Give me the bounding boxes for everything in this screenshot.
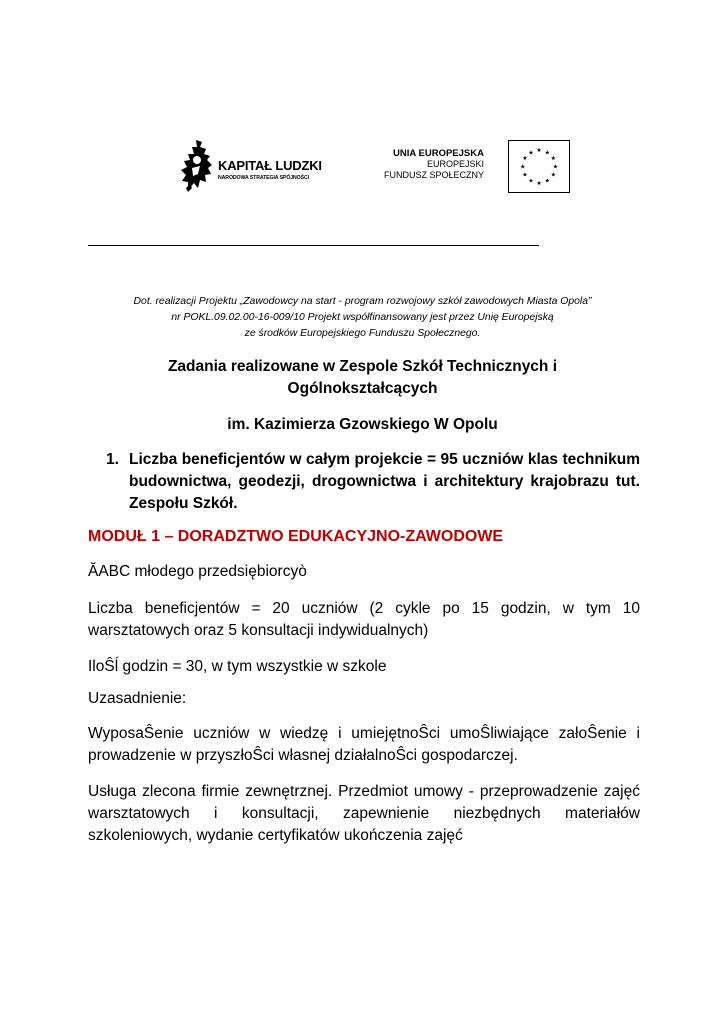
eu-star-icon: ★ [536, 148, 542, 155]
kapital-ludzki-emblem-icon [180, 138, 214, 194]
intro-line-3: ze środków Europejskiego Funduszu Społecznego. [244, 328, 481, 339]
eu-logo [372, 130, 572, 194]
kapital-ludzki-logo [180, 138, 330, 194]
module-beneficiaries: Liczba beneficjentów = 20 uczniów (2 cykle po 15 godzin, w tym 10 warsztatowych oraz 5 konsultacji indywidualnych) [88, 600, 640, 639]
document-title [80, 356, 645, 400]
eu-logo-line1: UNIA EUROPEJSKA [393, 148, 484, 159]
kapital-ludzki-subtitle: NARODOWA STRATEGIA SPÓJNOŚCI [218, 175, 309, 181]
module-name: ĂABC młodego przedsiębiorcyò [88, 563, 307, 580]
module-heading: MODUŁ 1 – DORADZTWO EDUKACYJNO-ZAWODOWE [88, 528, 504, 545]
eu-star-icon: ★ [544, 150, 550, 157]
eu-star-icon: ★ [522, 172, 528, 179]
title-line-2: Ogólnokształcących [287, 380, 438, 397]
eu-star-icon: ★ [528, 178, 534, 185]
kapital-ludzki-title: KAPITAŁ LUDZKI [218, 158, 322, 173]
module-hours: IloŜĺ godzin = 30, w tym wszystkie w szkole [88, 658, 387, 675]
intro-line-1: Dot. realizacji Projektu „Zawodowcy na start - program rozwojowy szkół zawodowych Miasta Opola” [133, 296, 592, 307]
eu-star-icon: ★ [522, 156, 528, 163]
beneficiaries-text: Liczba beneficjentów w całym projekcie = 95 uczniów klas technikum budownictwa, geodezji, drogownictwa i architektury krajobrazu tut. Zespołu Szkół. [129, 451, 640, 512]
eu-logo-line3: FUNDUSZ SPOŁECZNY [383, 170, 484, 180]
horizontal-divider [88, 245, 539, 246]
eu-flag-icon [508, 140, 570, 193]
list-number: 1. [106, 451, 119, 468]
eu-star-icon: ★ [550, 172, 556, 179]
eu-star-icon: ★ [552, 164, 558, 171]
eu-star-icon: ★ [544, 178, 550, 185]
eu-star-icon: ★ [550, 156, 556, 163]
intro-line-2: nr POKL.09.02.00-16-009/10 Projekt współfinansowany jest przez Unię Europejską [171, 312, 554, 323]
justification-label: Uzasadnienie: [88, 690, 187, 707]
eu-star-icon: ★ [536, 180, 542, 187]
school-name: im. Kazimierza Gzowskiego W Opolu [227, 416, 498, 433]
eu-star-icon: ★ [528, 150, 534, 157]
eu-star-icon: ★ [520, 164, 526, 171]
eu-logo-line2: EUROPEJSKI [426, 159, 484, 169]
title-line-1: Zadania realizowane w Zespole Szkół Technicznych i [167, 358, 558, 375]
justification-text: WyposaŜenie uczniów w wiedzę i umiejętnoŜci umoŜliwiające załoŜenie i prowadzenie w przyszłoŜci własnej działalnoŜci gospodarczej. [88, 725, 640, 764]
project-intro [80, 294, 645, 342]
eu-logo-text [384, 148, 484, 181]
service-description: Usługa zlecona firmie zewnętrznej. Przedmiot umowy - przeprowadzenie zajęć warsztatowych i konsultacji, zapewnienie niezbędnych materiałów szkoleniowych, wydanie certyfikatów ukończenia zajęć [88, 783, 640, 844]
